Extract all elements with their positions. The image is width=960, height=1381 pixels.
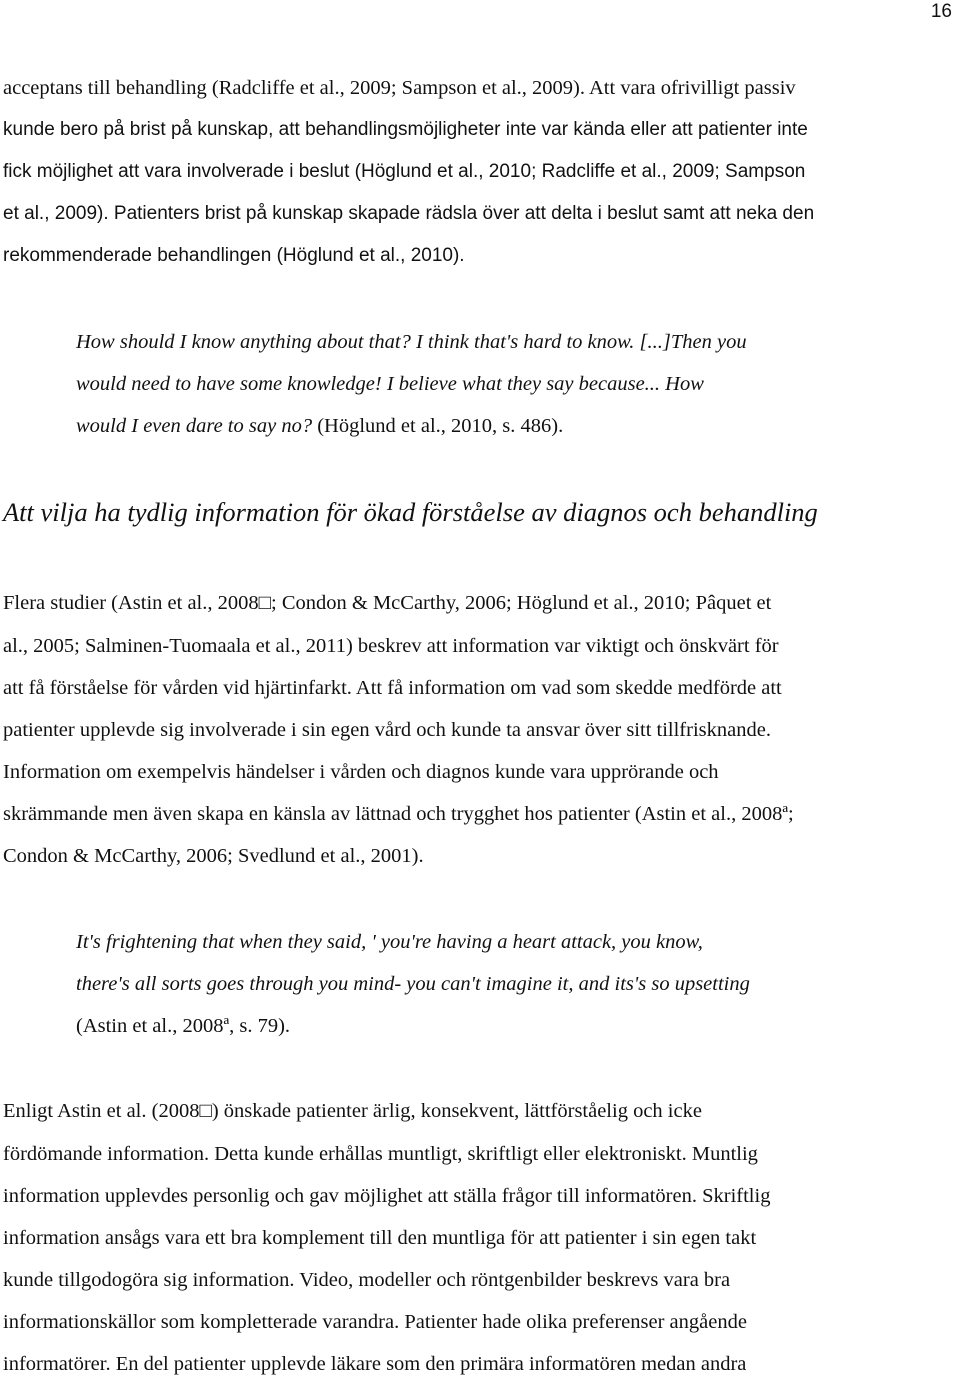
paragraph-line: rekommenderade behandlingen (Höglund et al., 2010). [3, 245, 465, 266]
paragraph-line: kunde tillgodogöra sig information. Video, modeller och röntgenbilder beskrevs vara bra [3, 1269, 731, 1291]
paragraph-line: informationskällor som kompletterade varandra. Patienter hade olika preferenser angående [3, 1311, 747, 1333]
paragraph-line: skrämmande men även skapa en känsla av lättnad och trygghet hos patienter (Astin et al., 2008ª; [3, 803, 794, 825]
paragraph-line: et al., 2009). Patienters brist på kunskap skapade rädsla över att delta i beslut samt att neka den [3, 203, 815, 224]
paragraph-line: patienter upplevde sig involverade i sin egen vård och kunde ta ansvar över sitt tillfrisknande. [3, 719, 771, 741]
paragraph-line: att få förståelse för vården vid hjärtinfarkt. Att få information om vad som skedde medförde att [3, 677, 782, 699]
section-heading: Att vilja ha tydlig information för ökad förståelse av diagnos och behandling [3, 497, 818, 527]
quote-line [76, 412, 563, 440]
paragraph-line: Condon & McCarthy, 2006; Svedlund et al., 2001). [3, 845, 424, 867]
quote-citation: (Höglund et al., 2010, s. 486). [312, 415, 564, 437]
paragraph-line: fick möjlighet att vara involverade i beslut (Höglund et al., 2010; Radcliffe et al., 2009; Sampson [3, 161, 806, 182]
paragraph-line: Flera studier (Astin et al., 2008□; Condon & McCarthy, 2006; Höglund et al., 2010; Pâquet et [3, 592, 772, 614]
paragraph-line: Enligt Astin et al. (2008□) önskade patienter ärlig, konsekvent, lättförståelig och icke [3, 1100, 702, 1122]
quote-citation: (Astin et al., 2008ª, s. 79). [76, 1015, 291, 1037]
quote-text: would I even dare to say no? [76, 415, 313, 437]
paragraph-line: Information om exempelvis händelser i vården och diagnos kunde vara upprörande och [3, 761, 719, 783]
paragraph-line: information ansågs vara ett bra komplement till den muntliga för att patienter i sin egen takt [3, 1227, 757, 1249]
paragraph-line: acceptans till behandling (Radcliffe et al., 2009; Sampson et al., 2009). Att vara ofrivilligt passiv [3, 77, 796, 99]
quote-line: there's all sorts goes through you mind- you can't imagine it, and its's so upsetting [76, 973, 750, 995]
quote-line: would need to have some knowledge! I believe what they say because... How [76, 373, 704, 395]
paragraph-line: fördömande information. Detta kunde erhållas muntligt, skriftligt eller elektroniskt. Muntlig [3, 1143, 758, 1165]
page-number: 16 [930, 1, 952, 22]
quote-line: How should I know anything about that? I think that's hard to know. [...]Then you [76, 331, 747, 353]
quote-line: It's frightening that when they said, ' you're having a heart attack, you know, [76, 931, 703, 953]
paragraph-line: kunde bero på brist på kunskap, att behandlingsmöjligheter inte var kända eller att patienter inte [3, 119, 808, 140]
paragraph-line: al., 2005; Salminen-Tuomaala et al., 2011) beskrev att information var viktigt och önskvärt för [3, 635, 779, 657]
paragraph-line: informatörer. En del patienter upplevde läkare som den primära informatören medan andra [3, 1353, 747, 1375]
paragraph-line: information upplevdes personlig och gav möjlighet att ställa frågor till informatören. Skriftlig [3, 1185, 771, 1207]
